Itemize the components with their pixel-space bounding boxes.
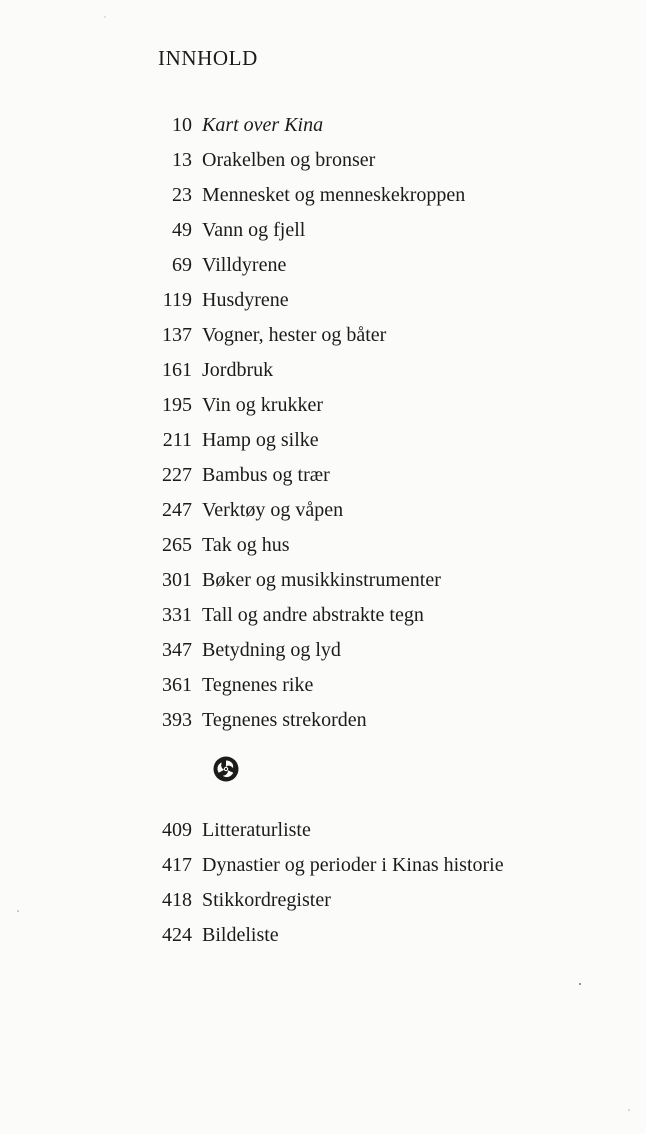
- toc-entry: [150, 528, 620, 563]
- toc-page-number: 418: [162, 889, 192, 911]
- toc-title: Bambus og trær: [202, 464, 330, 486]
- toc-title: Tegnenes strekorden: [202, 709, 367, 731]
- toc-title: Vogner, hester og båter: [202, 324, 387, 346]
- toc-page-number: 393: [162, 709, 192, 731]
- triple-swirl-ornament-icon: [212, 755, 240, 783]
- toc-title: Litteraturliste: [202, 819, 311, 841]
- toc-title: Tak og hus: [202, 534, 290, 556]
- toc-page-number: 265: [162, 534, 192, 556]
- toc-page-number: 137: [162, 324, 192, 346]
- toc-page-number: 119: [162, 289, 192, 311]
- toc-entry: [150, 353, 620, 388]
- toc-title: Verktøy og våpen: [202, 499, 344, 521]
- toc-entry: [150, 563, 620, 598]
- toc-page-number: 161: [162, 359, 192, 381]
- toc-entry: [150, 423, 620, 458]
- toc-entry: [150, 598, 620, 633]
- toc-page-number: 49: [172, 219, 192, 241]
- toc-entry: [150, 143, 620, 178]
- toc-entry: [150, 213, 620, 248]
- toc-page-number: 361: [162, 674, 192, 696]
- toc-title: Jordbruk: [202, 359, 274, 381]
- toc-title: Husdyrene: [202, 289, 289, 311]
- toc-entry: [150, 633, 620, 668]
- toc-entry: [150, 848, 620, 883]
- toc-entry: [150, 108, 620, 143]
- toc-entry: [150, 283, 620, 318]
- toc-page-number: 69: [172, 254, 192, 276]
- toc-entry: [150, 458, 620, 493]
- toc-page-number: 227: [162, 464, 192, 486]
- toc-title: Vann og fjell: [202, 219, 306, 241]
- toc-title: Tegnenes rike: [202, 674, 314, 696]
- toc-title: Bøker og musikkinstrumenter: [202, 569, 441, 591]
- toc-entry: [150, 703, 620, 738]
- toc-page-number: 417: [162, 854, 192, 876]
- toc-title: Mennesket og menneskekroppen: [202, 184, 466, 206]
- toc-title: Kart over Kina: [202, 114, 324, 136]
- toc-title: Betydning og lyd: [202, 639, 341, 661]
- toc-page-number: 424: [162, 924, 192, 946]
- toc-entry: [150, 918, 620, 953]
- contents-list: [150, 108, 620, 738]
- toc-entry: [150, 318, 620, 353]
- toc-title: Dynastier og perioder i Kinas historie: [202, 854, 504, 876]
- toc-page-number: 10: [172, 114, 192, 136]
- toc-entry: [150, 668, 620, 703]
- toc-entry: [150, 493, 620, 528]
- toc-page-number: 13: [172, 149, 192, 171]
- toc-entry: [150, 813, 620, 848]
- toc-page-number: 301: [162, 569, 192, 591]
- toc-entry: [150, 388, 620, 423]
- toc-page-number: 409: [162, 819, 192, 841]
- toc-title: Bildeliste: [202, 924, 279, 946]
- appendix-list: [150, 813, 620, 953]
- toc-entry: [150, 248, 620, 283]
- toc-entry: [150, 178, 620, 213]
- toc-title: Villdyrene: [202, 254, 287, 276]
- toc-page-number: 195: [162, 394, 192, 416]
- toc-entry: [150, 883, 620, 918]
- toc-page-number: 347: [162, 639, 192, 661]
- toc-page-number: 331: [162, 604, 192, 626]
- toc-title: Tall og andre abstrakte tegn: [202, 604, 424, 626]
- toc-title: Orakelben og bronser: [202, 149, 376, 171]
- toc-page-number: 247: [162, 499, 192, 521]
- contents-heading: INNHOLD: [158, 46, 258, 70]
- toc-title: Vin og krukker: [202, 394, 323, 416]
- toc-title: Hamp og silke: [202, 429, 319, 451]
- toc-page-number: 23: [172, 184, 192, 206]
- toc-title: Stikkordregister: [202, 889, 331, 911]
- toc-page-number: 211: [162, 429, 192, 451]
